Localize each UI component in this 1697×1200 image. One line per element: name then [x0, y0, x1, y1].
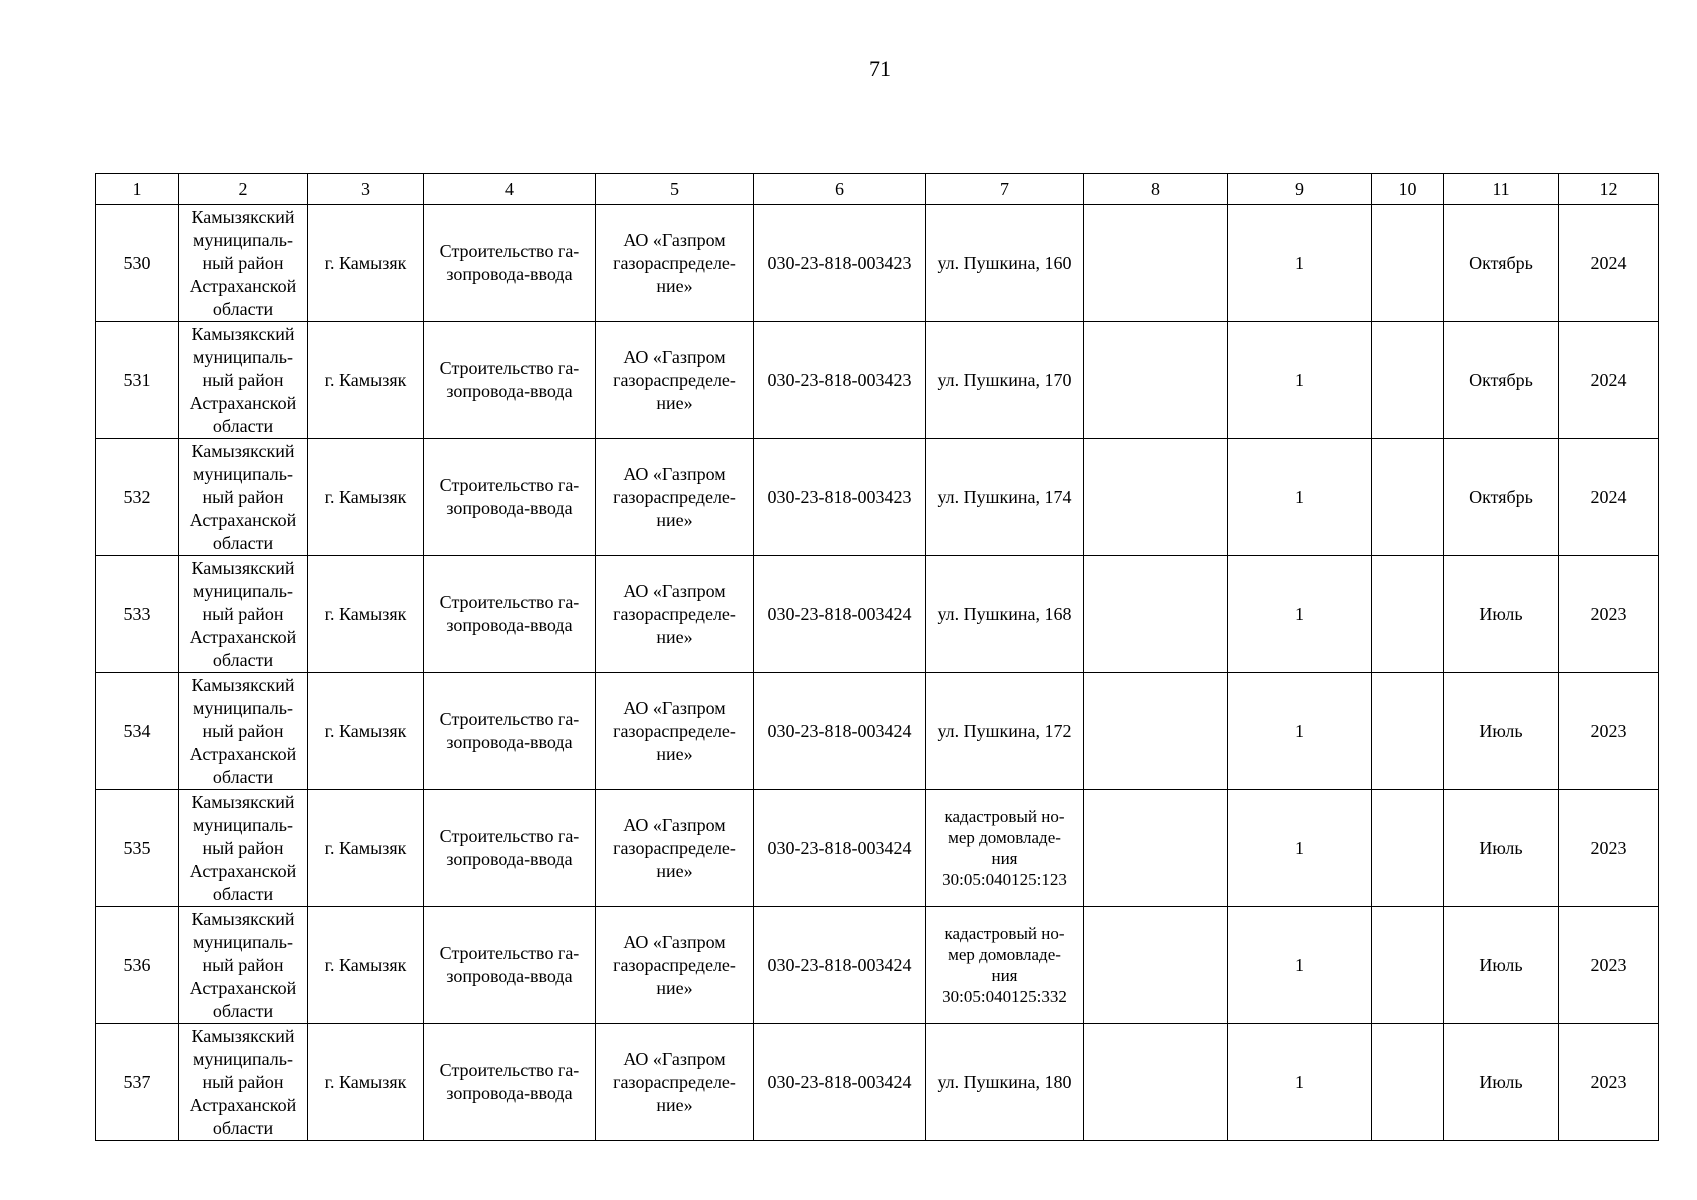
column-header-7: 7 [926, 174, 1084, 205]
column-header-2: 2 [179, 174, 308, 205]
month-cell: Октябрь [1444, 205, 1559, 322]
column-10-cell [1372, 1024, 1444, 1141]
work-type-cell: Строительство га- зопровода-ввода [424, 790, 596, 907]
district-cell: Камызякский муниципаль- ный район Астраханской области [179, 205, 308, 322]
code-cell: 030-23-818-003423 [754, 439, 926, 556]
address-cell: кадастровый но- мер домовладе- ния 30:05:040125:332 [926, 907, 1084, 1024]
column-8-cell [1084, 907, 1228, 1024]
district-cell: Камызякский муниципаль- ный район Астраханской области [179, 790, 308, 907]
organization-cell: АО «Газпром газораспределе- ние» [596, 1024, 754, 1141]
district-cell: Камызякский муниципаль- ный район Астраханской области [179, 673, 308, 790]
column-header-5: 5 [596, 174, 754, 205]
table-row [96, 1024, 1659, 1141]
row-number-cell: 533 [96, 556, 179, 673]
data-table [95, 173, 1659, 1141]
year-cell: 2023 [1559, 556, 1659, 673]
count-cell: 1 [1228, 322, 1372, 439]
year-cell: 2023 [1559, 1024, 1659, 1141]
column-10-cell [1372, 790, 1444, 907]
work-type-cell: Строительство га- зопровода-ввода [424, 673, 596, 790]
year-cell: 2023 [1559, 907, 1659, 1024]
column-8-cell [1084, 673, 1228, 790]
address-cell: ул. Пушкина, 170 [926, 322, 1084, 439]
month-cell: Июль [1444, 907, 1559, 1024]
month-cell: Июль [1444, 556, 1559, 673]
column-8-cell [1084, 790, 1228, 907]
code-cell: 030-23-818-003423 [754, 205, 926, 322]
column-10-cell [1372, 556, 1444, 673]
table-header-row [96, 174, 1659, 205]
district-cell: Камызякский муниципаль- ный район Астраханской области [179, 556, 308, 673]
locality-cell: г. Камызяк [308, 790, 424, 907]
column-header-3: 3 [308, 174, 424, 205]
year-cell: 2023 [1559, 790, 1659, 907]
locality-cell: г. Камызяк [308, 322, 424, 439]
table-row [96, 205, 1659, 322]
address-cell: ул. Пушкина, 172 [926, 673, 1084, 790]
work-type-cell: Строительство га- зопровода-ввода [424, 556, 596, 673]
count-cell: 1 [1228, 673, 1372, 790]
row-number-cell: 537 [96, 1024, 179, 1141]
organization-cell: АО «Газпром газораспределе- ние» [596, 907, 754, 1024]
column-8-cell [1084, 556, 1228, 673]
district-cell: Камызякский муниципаль- ный район Астраханской области [179, 907, 308, 1024]
organization-cell: АО «Газпром газораспределе- ние» [596, 790, 754, 907]
column-8-cell [1084, 322, 1228, 439]
locality-cell: г. Камызяк [308, 439, 424, 556]
table-row [96, 907, 1659, 1024]
code-cell: 030-23-818-003423 [754, 322, 926, 439]
column-10-cell [1372, 907, 1444, 1024]
locality-cell: г. Камызяк [308, 673, 424, 790]
row-number-cell: 530 [96, 205, 179, 322]
address-cell: ул. Пушкина, 180 [926, 1024, 1084, 1141]
column-10-cell [1372, 673, 1444, 790]
year-cell: 2024 [1559, 322, 1659, 439]
column-10-cell [1372, 205, 1444, 322]
address-cell: ул. Пушкина, 174 [926, 439, 1084, 556]
row-number-cell: 532 [96, 439, 179, 556]
district-cell: Камызякский муниципаль- ный район Астраханской области [179, 1024, 308, 1141]
organization-cell: АО «Газпром газораспределе- ние» [596, 673, 754, 790]
table-row [96, 673, 1659, 790]
column-header-6: 6 [754, 174, 926, 205]
row-number-cell: 534 [96, 673, 179, 790]
row-number-cell: 536 [96, 907, 179, 1024]
column-header-10: 10 [1372, 174, 1444, 205]
code-cell: 030-23-818-003424 [754, 1024, 926, 1141]
table-row [96, 790, 1659, 907]
work-type-cell: Строительство га- зопровода-ввода [424, 205, 596, 322]
column-header-11: 11 [1444, 174, 1559, 205]
column-header-4: 4 [424, 174, 596, 205]
table-body [96, 174, 1659, 1141]
locality-cell: г. Камызяк [308, 1024, 424, 1141]
code-cell: 030-23-818-003424 [754, 556, 926, 673]
address-cell: кадастровый но- мер домовладе- ния 30:05:040125:123 [926, 790, 1084, 907]
count-cell: 1 [1228, 439, 1372, 556]
locality-cell: г. Камызяк [308, 907, 424, 1024]
organization-cell: АО «Газпром газораспределе- ние» [596, 205, 754, 322]
month-cell: Июль [1444, 790, 1559, 907]
row-number-cell: 531 [96, 322, 179, 439]
organization-cell: АО «Газпром газораспределе- ние» [596, 556, 754, 673]
district-cell: Камызякский муниципаль- ный район Астраханской области [179, 439, 308, 556]
year-cell: 2024 [1559, 439, 1659, 556]
year-cell: 2024 [1559, 205, 1659, 322]
code-cell: 030-23-818-003424 [754, 673, 926, 790]
address-cell: ул. Пушкина, 168 [926, 556, 1084, 673]
work-type-cell: Строительство га- зопровода-ввода [424, 322, 596, 439]
year-cell: 2023 [1559, 673, 1659, 790]
column-header-12: 12 [1559, 174, 1659, 205]
table-row [96, 556, 1659, 673]
locality-cell: г. Камызяк [308, 556, 424, 673]
table-row [96, 322, 1659, 439]
code-cell: 030-23-818-003424 [754, 907, 926, 1024]
count-cell: 1 [1228, 790, 1372, 907]
address-cell: ул. Пушкина, 160 [926, 205, 1084, 322]
month-cell: Октябрь [1444, 322, 1559, 439]
month-cell: Июль [1444, 673, 1559, 790]
work-type-cell: Строительство га- зопровода-ввода [424, 1024, 596, 1141]
work-type-cell: Строительство га- зопровода-ввода [424, 907, 596, 1024]
column-10-cell [1372, 322, 1444, 439]
count-cell: 1 [1228, 205, 1372, 322]
column-8-cell [1084, 1024, 1228, 1141]
month-cell: Октябрь [1444, 439, 1559, 556]
column-8-cell [1084, 205, 1228, 322]
locality-cell: г. Камызяк [308, 205, 424, 322]
district-cell: Камызякский муниципаль- ный район Астраханской области [179, 322, 308, 439]
organization-cell: АО «Газпром газораспределе- ние» [596, 322, 754, 439]
row-number-cell: 535 [96, 790, 179, 907]
month-cell: Июль [1444, 1024, 1559, 1141]
count-cell: 1 [1228, 907, 1372, 1024]
column-header-1: 1 [96, 174, 179, 205]
column-header-8: 8 [1084, 174, 1228, 205]
code-cell: 030-23-818-003424 [754, 790, 926, 907]
column-10-cell [1372, 439, 1444, 556]
table-row [96, 439, 1659, 556]
organization-cell: АО «Газпром газораспределе- ние» [596, 439, 754, 556]
page-number: 71 [869, 56, 891, 81]
column-8-cell [1084, 439, 1228, 556]
count-cell: 1 [1228, 1024, 1372, 1141]
column-header-9: 9 [1228, 174, 1372, 205]
count-cell: 1 [1228, 556, 1372, 673]
work-type-cell: Строительство га- зопровода-ввода [424, 439, 596, 556]
